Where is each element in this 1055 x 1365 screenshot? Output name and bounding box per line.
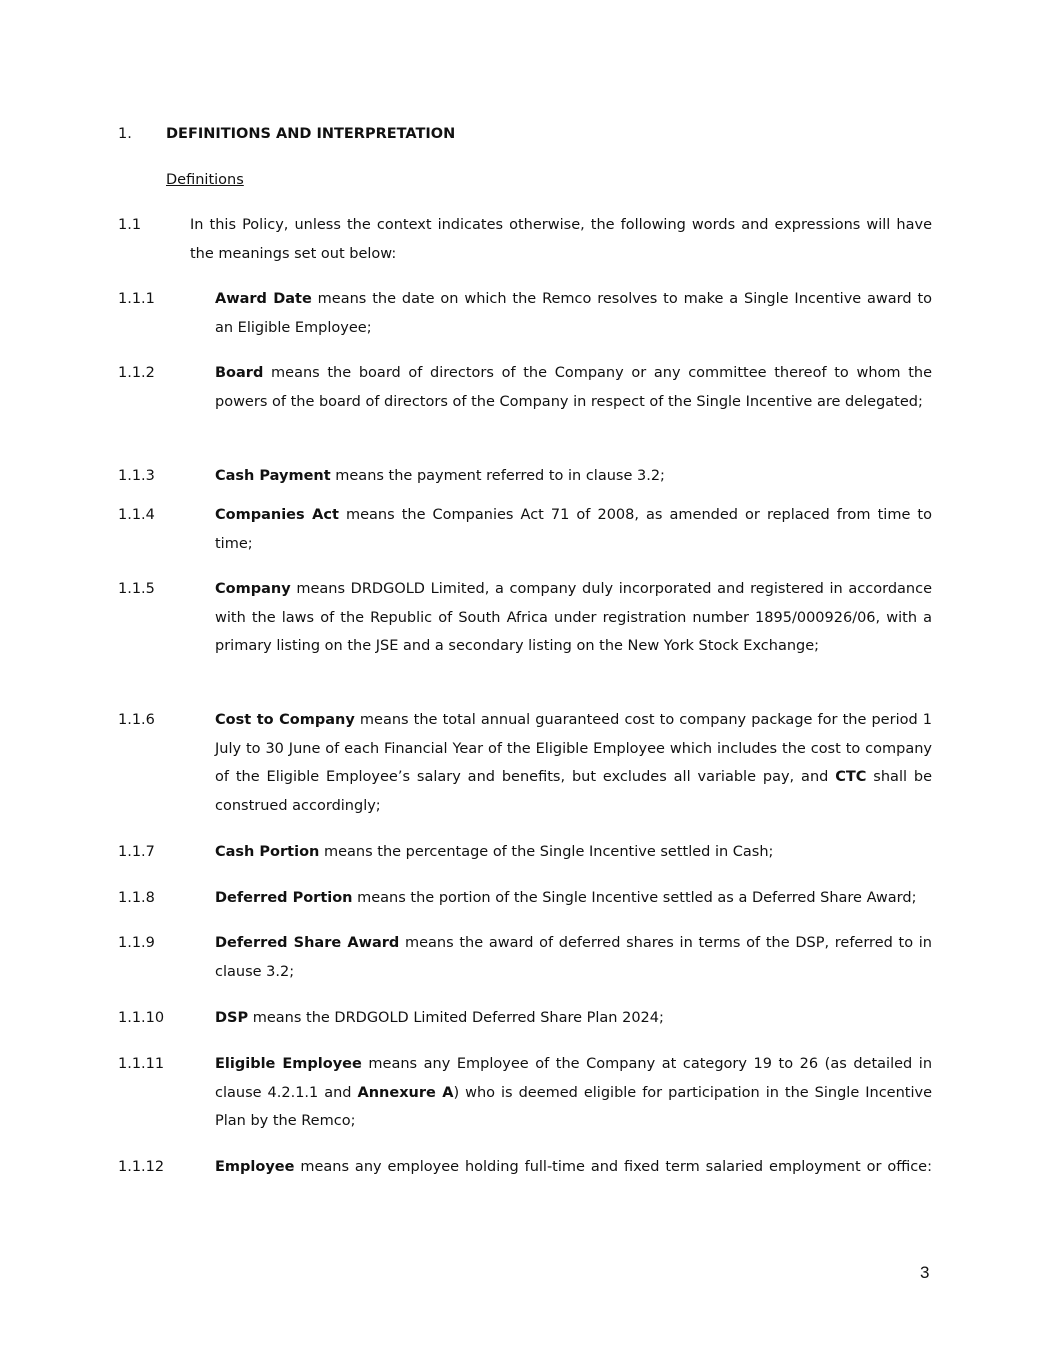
definition-number: 1.1.1 — [118, 291, 155, 307]
definition-text: means any Employee of the Company at category 19 to 26 (as detailed in clause 4.2.1.1 and — [215, 1056, 933, 1101]
definition-term: Cost to Company — [215, 712, 355, 728]
definition-term: Companies Act — [215, 507, 339, 523]
definition-number: 1.1.4 — [118, 507, 155, 523]
definition-text: means DRDGOLD Limited, a company duly incorporated and registered in accordance with the laws of the Republic of South Africa under registration number 1895/000926/06, with a primary listing on the JSE and a secondary listing on the New York Stock Exchange; — [215, 581, 932, 654]
definition-text: means the percentage of the Single Incentive settled in Cash; — [319, 844, 774, 860]
definition-companies-act — [118, 501, 932, 558]
definition-number: 1.1.5 — [118, 581, 155, 597]
definition-text-continued: shall be construed accordingly; — [215, 769, 933, 814]
definition-term: Company — [215, 581, 291, 597]
definition-term: DSP — [215, 1010, 249, 1026]
definition-award-date — [118, 285, 933, 342]
definition-eligible-employee — [118, 1050, 933, 1136]
definition-text: means the total annual guaranteed cost to company package for the period 1 July to 30 June of each Financial Year of the Eligible Employee which includes the cost to company of the Eligible Employee’s salary and benefits, but excludes all variable pay, and — [215, 712, 932, 785]
definition-text: means the date on which the Remco resolves to make a Single Incentive award to an Eligible Employee; — [215, 291, 933, 336]
section-number: 1. — [118, 126, 132, 142]
definition-deferred-share-award — [118, 929, 932, 986]
definition-text-continued: ) who is deemed eligible for participation in the Single Incentive Plan by the Remco; — [215, 1084, 932, 1129]
definition-text: means any employee holding full-time and fixed term salaried employment or office: — [294, 1159, 932, 1175]
definition-number: 1.1.2 — [118, 365, 155, 381]
definition-term: Eligible Employee — [215, 1056, 362, 1072]
definition-number: 1.1.8 — [118, 890, 155, 906]
clause-number: 1.1 — [118, 217, 142, 233]
definition-term: Employee — [215, 1159, 295, 1175]
definition-number: 1.1.7 — [118, 844, 155, 860]
definition-board — [118, 359, 932, 416]
definition-text: means the board of directors of the Company or any committee thereof to whom the powers of the board of directors of the Company in respect of the Single Incentive are delegated; — [215, 365, 932, 410]
definition-term: Award Date — [215, 291, 312, 307]
clause-intro — [118, 211, 932, 268]
definition-term: Cash Payment — [215, 468, 331, 484]
definition-deferred-portion — [118, 884, 932, 913]
definition-cost-to-company — [118, 706, 933, 820]
page-number: 3 — [920, 1263, 930, 1282]
clause-text: In this Policy, unless the context indicates otherwise, the following words and expressions will have the meanings set out below: — [190, 217, 932, 262]
definition-number: 1.1.11 — [118, 1056, 165, 1072]
section-title: DEFINITIONS AND INTERPRETATION — [166, 126, 456, 142]
definition-term: Board — [215, 365, 264, 381]
definition-term: Deferred Portion — [215, 890, 353, 906]
subheading-definitions: Definitions — [166, 172, 244, 188]
definition-text: means the portion of the Single Incentive settled as a Deferred Share Award; — [352, 890, 917, 906]
definition-number: 1.1.6 — [118, 712, 155, 728]
definition-term: Cash Portion — [215, 844, 320, 860]
section-heading — [118, 124, 455, 144]
definition-company — [118, 575, 932, 661]
definition-cash-payment — [118, 462, 932, 491]
definition-employee — [118, 1153, 932, 1182]
definition-text: means the Companies Act 71 of 2008, as amended or replaced from time to time; — [215, 507, 932, 552]
definition-number: 1.1.3 — [118, 468, 155, 484]
definition-term-annexure: Annexure A — [357, 1084, 454, 1101]
definition-number: 1.1.10 — [118, 1010, 165, 1026]
definition-number: 1.1.9 — [118, 935, 155, 951]
definition-term-ctc: CTC — [835, 769, 867, 785]
definition-text: means the award of deferred shares in terms of the DSP, referred to in clause 3.2; — [215, 935, 932, 980]
definition-text: means the DRDGOLD Limited Deferred Share Plan 2024; — [248, 1010, 664, 1026]
definition-term: Deferred Share Award — [215, 935, 400, 951]
definition-number: 1.1.12 — [118, 1159, 165, 1175]
definition-text: means the payment referred to in clause 3.2; — [330, 468, 665, 484]
definition-cash-portion — [118, 838, 932, 867]
definition-dsp — [118, 1004, 932, 1033]
